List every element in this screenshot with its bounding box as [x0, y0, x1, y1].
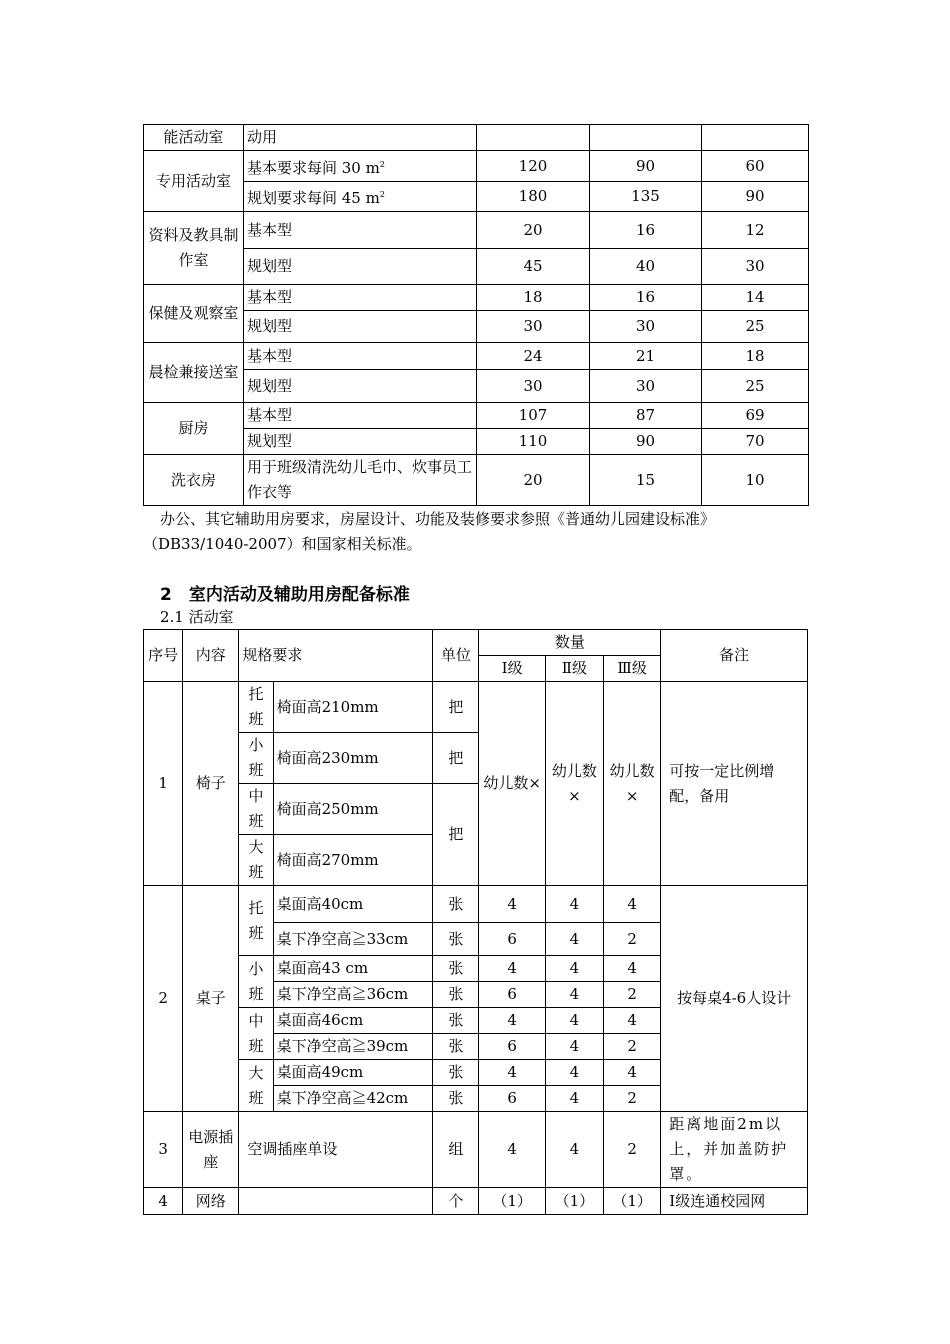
class-label: 中班 [239, 1008, 273, 1060]
class-label: 大班 [239, 835, 273, 886]
subsection-title: 2.1 活动室 [160, 608, 234, 626]
qty-cell: 4 [545, 1086, 603, 1112]
row-no: 4 [144, 1188, 183, 1215]
qty-cell: 6 [479, 923, 545, 956]
qty-cell: 4 [545, 1112, 603, 1188]
qty-cell: （1） [545, 1188, 603, 1215]
qty-cell: 4 [545, 1034, 603, 1060]
qty-cell: 4 [545, 1060, 603, 1086]
qty-cell: 4 [545, 923, 603, 956]
value-cell: 30 [477, 370, 590, 403]
value-cell: 25 [702, 311, 809, 343]
item-name: 电源插座 [183, 1112, 239, 1188]
room-name: 厨房 [144, 403, 244, 455]
spec-cell: 桌下净空高≧39cm [273, 1034, 433, 1060]
spec-label: 基本型 [244, 403, 477, 429]
spec-label: 规划型 [244, 429, 477, 455]
value-cell: 30 [590, 311, 702, 343]
qty-cell: 2 [604, 982, 661, 1008]
spec-label: 基本型 [244, 285, 477, 311]
spec-cell: 空调插座单设 [239, 1112, 433, 1188]
spec-label: 基本要求每间 30 $m^2$ [244, 151, 477, 182]
remark-cell: 可按一定比例增配，备用 [661, 682, 808, 886]
header-level-1: Ⅰ级 [479, 656, 545, 682]
spec-label: 用于班级清洗幼儿毛巾、炊事员工作衣等 [244, 455, 477, 506]
unit-cell: 张 [433, 1086, 479, 1112]
qty-cell: 4 [479, 1060, 545, 1086]
spec-cell: 桌面高40cm [273, 886, 433, 923]
unit-cell: 张 [433, 956, 479, 982]
spec-label: 基本型 [244, 343, 477, 370]
room-name: 晨检兼接送室 [144, 343, 244, 403]
qty-cell: 4 [545, 886, 603, 923]
qty-cell: 4 [604, 1060, 661, 1086]
qty-cell: 4 [479, 1112, 545, 1188]
unit-cell: 把 [433, 733, 479, 784]
room-name: 保健及观察室 [144, 285, 244, 343]
spec-label: 动用 [244, 125, 477, 151]
value-cell: 16 [590, 285, 702, 311]
value-cell: 110 [477, 429, 590, 455]
spec-label: 规划型 [244, 311, 477, 343]
qty-cell: 2 [604, 1112, 661, 1188]
value-cell: 20 [477, 455, 590, 506]
class-label: 托班 [239, 886, 273, 956]
class-label: 托班 [239, 682, 273, 733]
unit-cell: 张 [433, 886, 479, 923]
section-title: 2 室内活动及辅助用房配备标准 [160, 585, 410, 605]
value-cell: 90 [702, 182, 809, 212]
value-cell: 90 [590, 151, 702, 182]
value-cell: 70 [702, 429, 809, 455]
qty-cell: （1） [604, 1188, 661, 1215]
unit-cell: 张 [433, 1034, 479, 1060]
room-name: 资料及教具制作室 [144, 212, 244, 285]
remark-cell: Ⅰ级连通校园网 [661, 1188, 808, 1215]
spec-cell: 桌下净空高≧33cm [273, 923, 433, 956]
class-label: 小班 [239, 733, 273, 784]
qty-cell: 幼儿数× [604, 682, 661, 886]
header-level-3: Ⅲ级 [604, 656, 661, 682]
value-cell: 30 [702, 249, 809, 285]
room-name: 能活动室 [144, 125, 244, 151]
value-cell: 135 [590, 182, 702, 212]
value-cell: 45 [477, 249, 590, 285]
value-cell: 60 [702, 151, 809, 182]
qty-cell: 4 [604, 886, 661, 923]
value-cell: 12 [702, 212, 809, 249]
spec-label: 基本型 [244, 212, 477, 249]
room-name: 专用活动室 [144, 151, 244, 212]
spec-cell: 桌下净空高≧42cm [273, 1086, 433, 1112]
value-cell: 14 [702, 285, 809, 311]
unit-cell: 把 [433, 784, 479, 886]
row-no: 3 [144, 1112, 183, 1188]
spec-cell: 桌面高46cm [273, 1008, 433, 1034]
spec-cell: 桌面高49cm [273, 1060, 433, 1086]
item-name: 网络 [183, 1188, 239, 1215]
qty-cell: 2 [604, 1086, 661, 1112]
row-no: 1 [144, 682, 183, 886]
qty-cell: 6 [479, 982, 545, 1008]
unit-cell: 张 [433, 923, 479, 956]
value-cell: 30 [590, 370, 702, 403]
item-name: 桌子 [183, 886, 239, 1112]
value-cell: 24 [477, 343, 590, 370]
qty-cell: 4 [479, 886, 545, 923]
spec-cell: 桌面高43 cm [273, 956, 433, 982]
value-cell: 21 [590, 343, 702, 370]
qty-cell: 幼儿数× [545, 682, 603, 886]
qty-cell: 4 [604, 956, 661, 982]
spec-cell: 椅面高210mm [273, 682, 433, 733]
value-cell: 107 [477, 403, 590, 429]
class-label: 小班 [239, 956, 273, 1008]
activity-room-equipment-table [143, 629, 808, 1215]
value-cell: 15 [590, 455, 702, 506]
unit-cell: 把 [433, 682, 479, 733]
header-qty: 数量 [479, 630, 661, 656]
remark-cell: 按每桌4-6人设计 [661, 886, 808, 1112]
class-label: 中班 [239, 784, 273, 835]
qty-cell: 4 [479, 956, 545, 982]
header-no: 序号 [144, 630, 183, 682]
spec-label: 规划型 [244, 370, 477, 403]
value-cell: 180 [477, 182, 590, 212]
spec-cell: 椅面高230mm [273, 733, 433, 784]
value-cell: 87 [590, 403, 702, 429]
value-cell: 120 [477, 151, 590, 182]
value-cell: 40 [590, 249, 702, 285]
remark-cell: 距离地面2m以上，并加盖防护罩。 [661, 1112, 808, 1188]
header-remark: 备注 [661, 630, 808, 682]
unit-cell: 组 [433, 1112, 479, 1188]
header-spec: 规格要求 [239, 630, 433, 682]
unit-cell: 张 [433, 1008, 479, 1034]
spec-label: 规划型 [244, 249, 477, 285]
spec-cell: 椅面高270mm [273, 835, 433, 886]
room-area-table [143, 124, 809, 506]
row-no: 2 [144, 886, 183, 1112]
class-label: 大班 [239, 1060, 273, 1112]
header-level-2: Ⅱ级 [545, 656, 603, 682]
qty-cell: 2 [604, 923, 661, 956]
spec-cell: 桌下净空高≧36cm [273, 982, 433, 1008]
spec-label: 规划要求每间 45 $m^2$ [244, 182, 477, 212]
qty-cell: 4 [545, 982, 603, 1008]
value-cell: 10 [702, 455, 809, 506]
value-cell: 30 [477, 311, 590, 343]
qty-cell: （1） [479, 1188, 545, 1215]
value-cell: 69 [702, 403, 809, 429]
value-cell: 90 [590, 429, 702, 455]
header-unit: 单位 [433, 630, 479, 682]
qty-cell: 4 [479, 1008, 545, 1034]
item-name: 椅子 [183, 682, 239, 886]
unit-cell: 张 [433, 1060, 479, 1086]
value-cell: 20 [477, 212, 590, 249]
qty-cell: 幼儿数× [479, 682, 545, 886]
spec-cell: 椅面高250mm [273, 784, 433, 835]
room-name: 洗衣房 [144, 455, 244, 506]
qty-cell: 4 [545, 1008, 603, 1034]
qty-cell: 6 [479, 1034, 545, 1060]
qty-cell: 2 [604, 1034, 661, 1060]
value-cell: 18 [477, 285, 590, 311]
value-cell: 25 [702, 370, 809, 403]
value-cell: 16 [590, 212, 702, 249]
header-content: 内容 [183, 630, 239, 682]
reference-note: 办公、其它辅助用房要求，房屋设计、功能及装修要求参照《普通幼儿园建设标准》（DB33/1040-2007）和国家相关标准。 [143, 510, 716, 553]
unit-cell: 个 [433, 1188, 479, 1215]
qty-cell: 4 [545, 956, 603, 982]
qty-cell: 6 [479, 1086, 545, 1112]
spec-cell [239, 1188, 433, 1215]
qty-cell: 4 [604, 1008, 661, 1034]
value-cell: 18 [702, 343, 809, 370]
unit-cell: 张 [433, 982, 479, 1008]
